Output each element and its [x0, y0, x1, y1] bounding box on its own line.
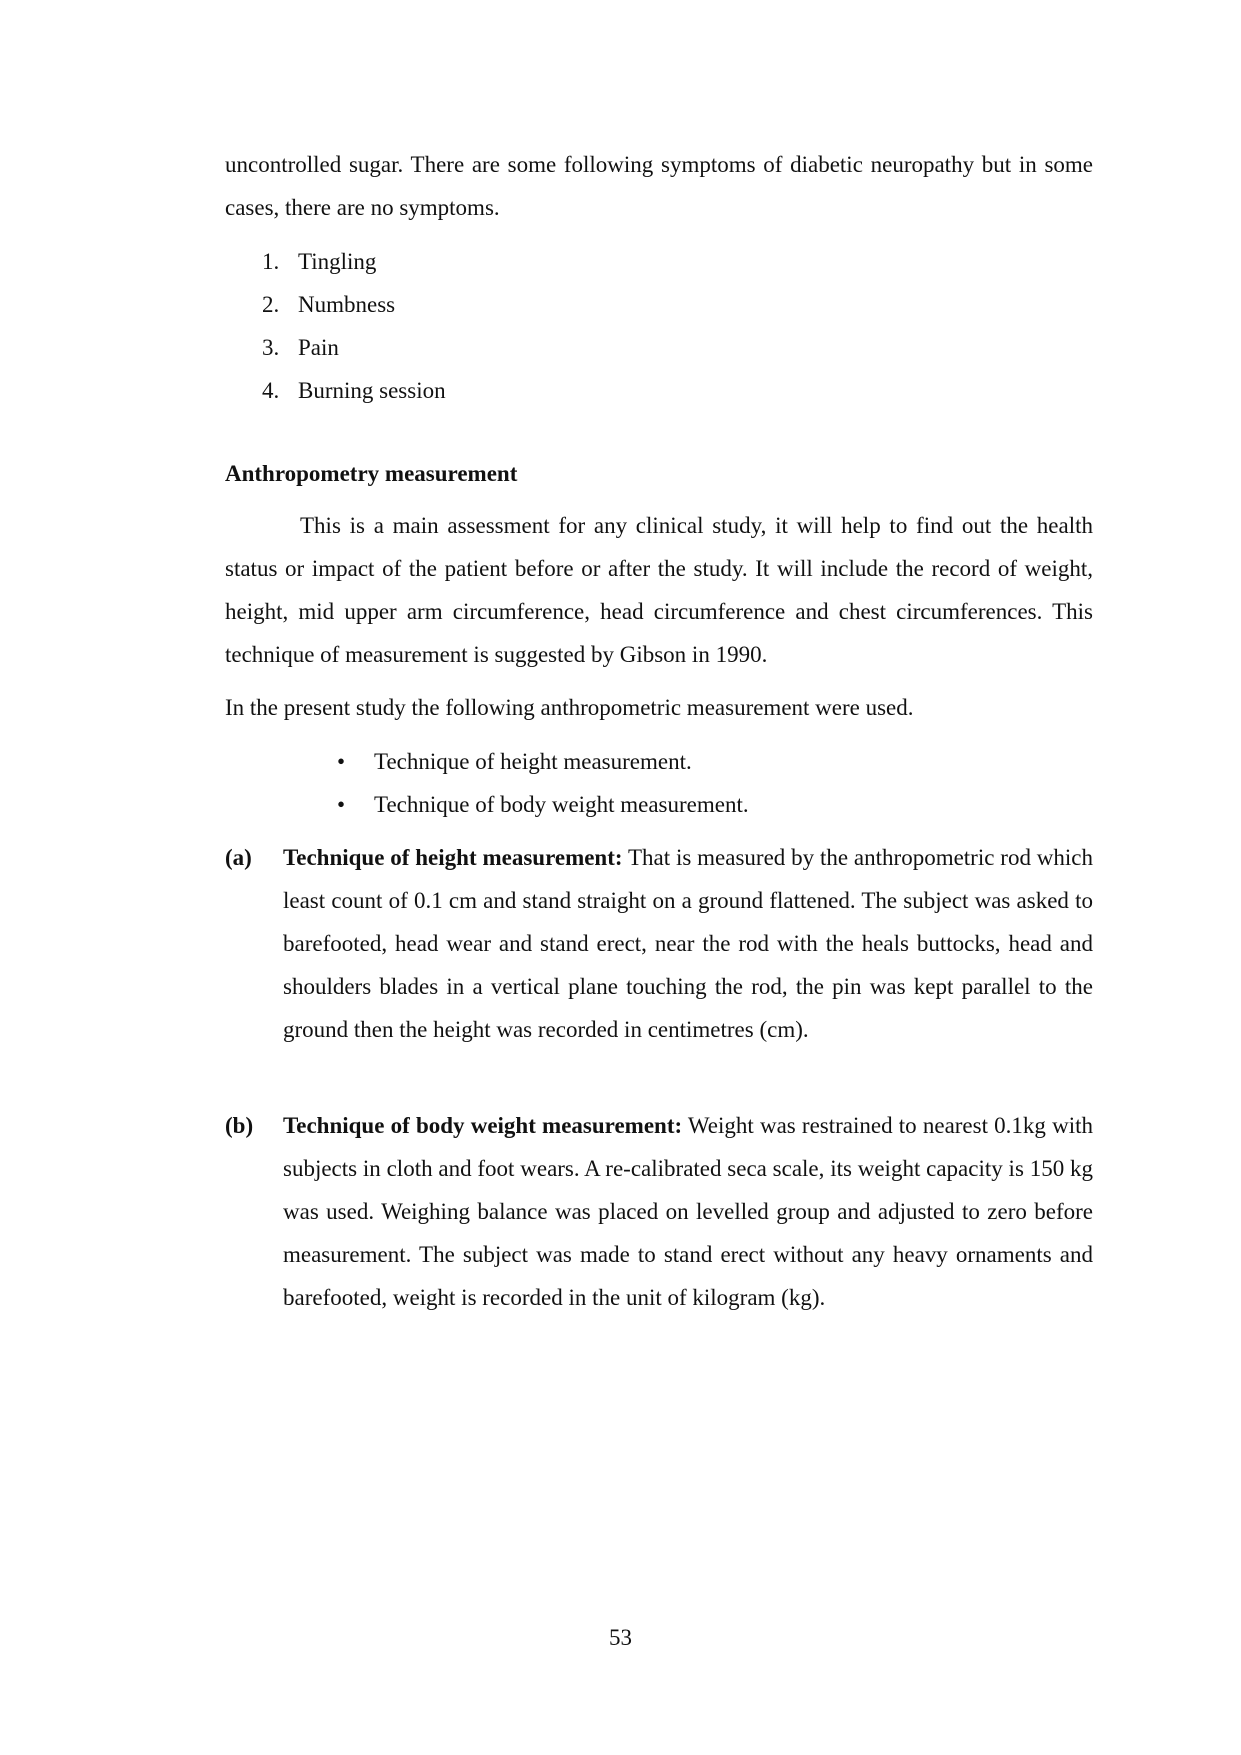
bullet-list-item — [337, 740, 692, 783]
symptom-list-item — [262, 283, 395, 326]
bullet-list-item — [337, 783, 749, 826]
section-paragraph: In the present study the following anthropometric measurement were used. — [225, 695, 914, 720]
item-letter: (a) — [225, 845, 252, 870]
list-item-text: Pain — [298, 335, 339, 360]
technique-item — [225, 836, 1093, 1051]
intro-paragraph: uncontrolled sugar. There are some following symptoms of diabetic neuropathy but in some cases, there are no symptoms. — [225, 152, 1093, 220]
list-number: 1. — [262, 249, 280, 274]
section-heading: Anthropometry measurement — [225, 461, 518, 486]
list-item-text: Numbness — [298, 292, 396, 317]
technique-text: That is measured by the anthropometric rod which least count of 0.1 cm and stand straight on a ground flattened. The subject was asked to barefooted, head wear and stand erect, near the rod with the heals buttocks, head and shoulders blades in a vertical plane touching the rod, the pin was kept parallel to the ground then the height was recorded in centimetres (cm). — [283, 845, 1094, 1042]
bullet-text: Technique of height measurement. — [374, 749, 692, 774]
list-number: 2. — [262, 292, 280, 317]
page-number: 53 — [609, 1625, 632, 1650]
technique-text: Weight was restrained to nearest 0.1kg with subjects in cloth and foot wears. A re-calibrated seca scale, its weight capacity is 150 kg was used. Weighing balance was placed on levelled group and adjusted to zero before measurement. The subject was made to stand erect without any heavy ornaments and barefooted, weight is recorded in the unit of kilogram (kg). — [283, 1113, 1093, 1310]
bullet-text: Technique of body weight measurement. — [374, 792, 749, 817]
list-number: 4. — [262, 378, 280, 403]
bullet-symbol: • — [337, 749, 346, 774]
technique-item — [225, 1104, 1093, 1319]
list-item-text: Tingling — [298, 249, 377, 274]
symptom-list-item — [262, 240, 376, 283]
list-item-text: Burning session — [298, 378, 446, 403]
technique-title: Technique of body weight measurement: — [283, 1113, 683, 1138]
technique-title: Technique of height measurement: — [283, 845, 623, 870]
symptom-list-item — [262, 326, 339, 369]
bullet-symbol: • — [337, 792, 346, 817]
technique-paragraph — [283, 1104, 1093, 1319]
item-letter: (b) — [225, 1113, 254, 1138]
section-paragraph: This is a main assessment for any clinical study, it will help to find out the health status or impact of the patient before or after the study. It will include the record of weight, height, mid upper arm circumference, head circumference and chest circumferences. This technique of measurement is suggested by Gibson in 1990. — [225, 513, 1093, 667]
technique-paragraph — [283, 836, 1093, 1051]
list-number: 3. — [262, 335, 280, 360]
symptom-list-item — [262, 369, 446, 412]
